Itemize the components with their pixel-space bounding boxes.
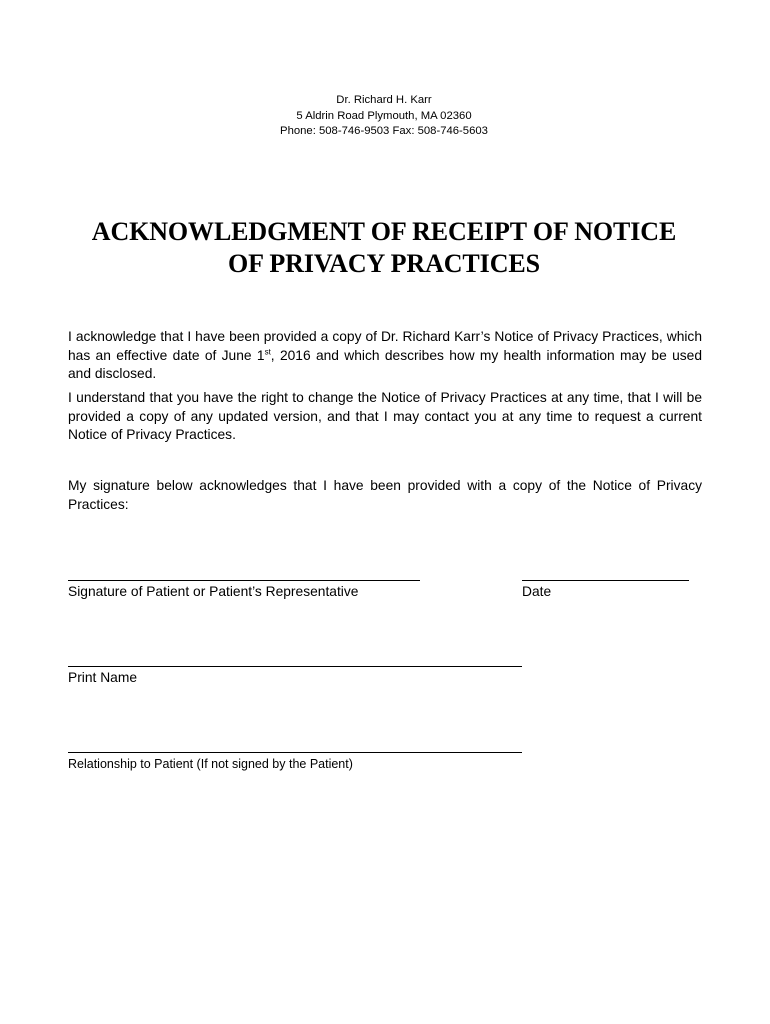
relationship-line[interactable] <box>68 752 522 753</box>
letterhead <box>0 93 768 140</box>
contact-numbers: Phone: 508-746-9503 Fax: 508-746-5603 <box>280 125 488 137</box>
print-name-line[interactable] <box>68 666 522 667</box>
document-title <box>0 216 768 280</box>
signature-label: Signature of Patient or Patient’s Representative <box>68 584 359 599</box>
ordinal-suffix: st <box>264 346 271 356</box>
date-label: Date <box>522 584 552 599</box>
print-name-label: Print Name <box>68 670 138 685</box>
doctor-name: Dr. Richard H. Karr <box>336 94 432 106</box>
title-line-2: OF PRIVACY PRACTICES <box>228 249 540 278</box>
date-line[interactable] <box>522 580 689 581</box>
signature-statement-paragraph: My signature below acknowledges that I have been provided with a copy of the Notice of Privacy Practices: <box>68 478 702 512</box>
practice-address: 5 Aldrin Road Plymouth, MA 02360 <box>296 109 472 122</box>
acknowledgment-paragraph <box>68 328 702 384</box>
signature-line[interactable] <box>68 580 420 581</box>
rights-paragraph: I understand that you have the right to change the Notice of Privacy Practices at any time, that I will be provided a copy of any updated version, and that I may contact you at any time to request a current Notice of Privacy Practices. <box>68 390 702 442</box>
relationship-label: Relationship to Patient (If not signed by the Patient) <box>68 757 353 771</box>
paragraph1-text-a: I acknowledge that I have been provided a copy of Dr. Richard Karr’s Notice of Privacy Practices, which has an effective date of June 1 <box>68 329 702 363</box>
paragraph1-text-b: , 2016 and which describes how my health information may be used and disclosed. <box>68 347 702 381</box>
title-line-1: ACKNOWLEDGMENT OF RECEIPT OF NOTICE <box>91 217 677 246</box>
